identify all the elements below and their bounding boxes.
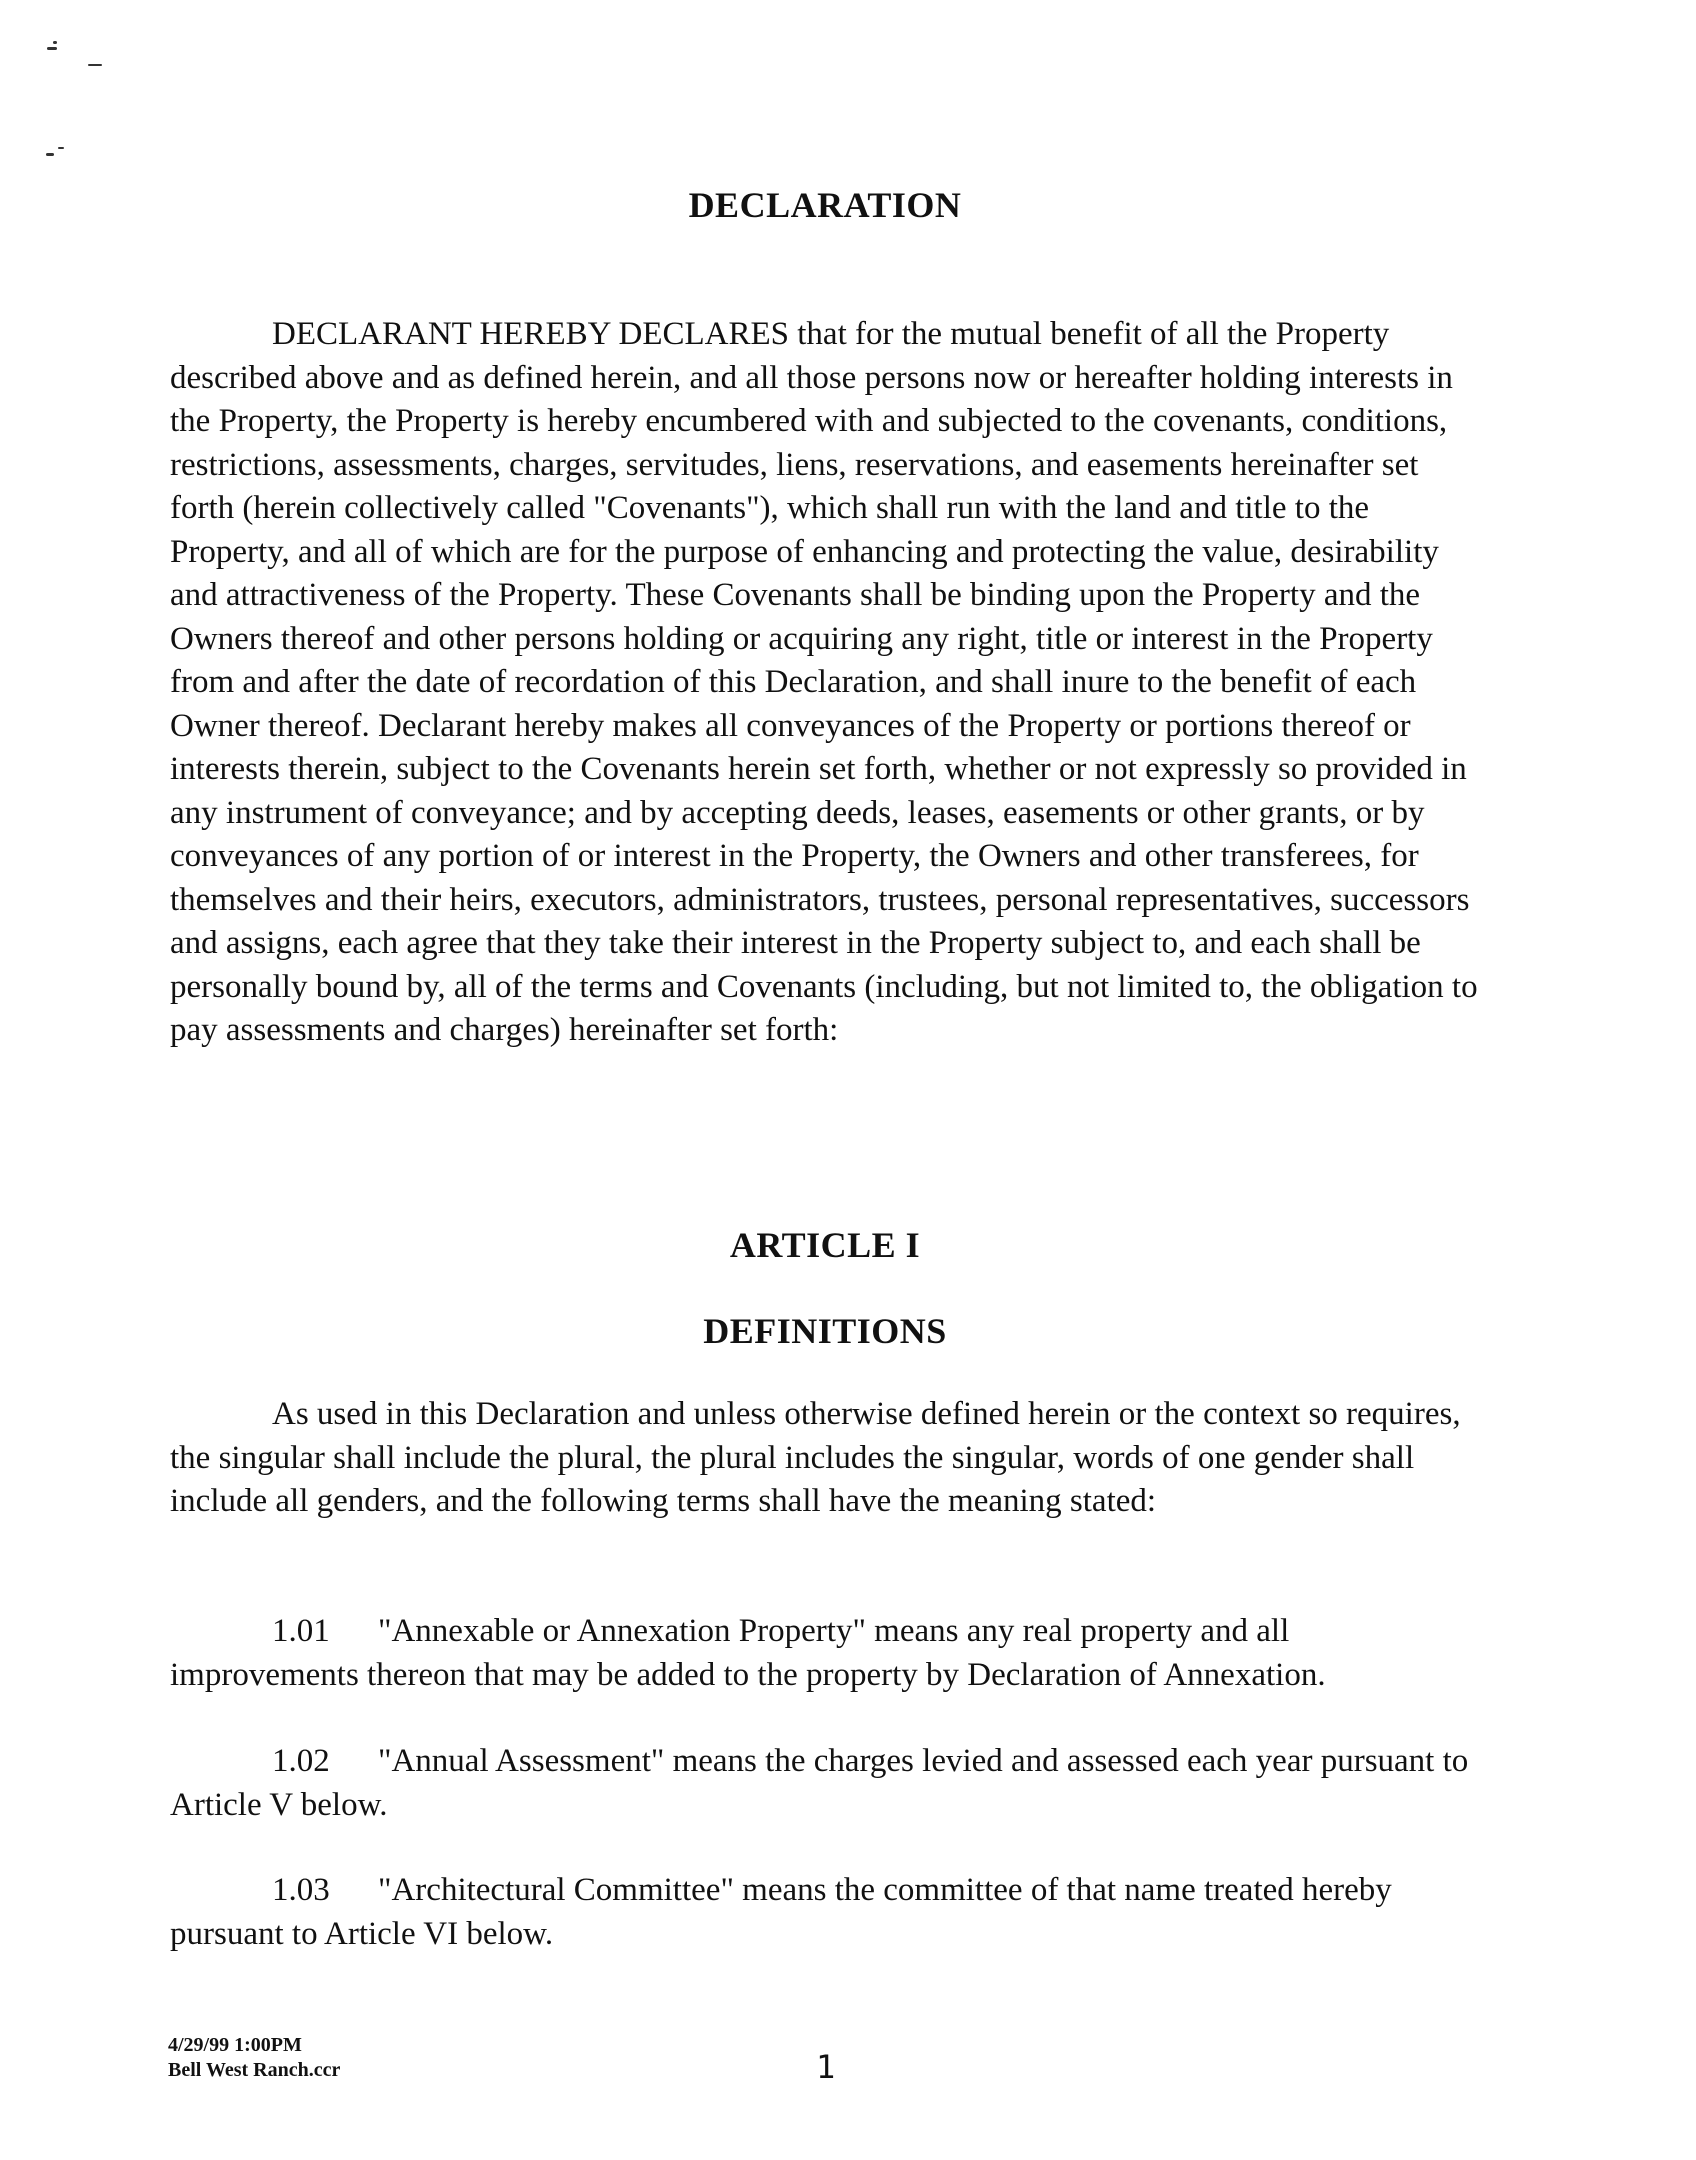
definition-number: 1.01 [272,1613,330,1649]
definition-number: 1.03 [272,1872,330,1908]
definition-text: "Annexable or Annexation Property" means any real property and all improvements thereon that may be added to the property by Declaration of Annexation. [170,1613,1326,1693]
footer-timestamp: 4/29/99 1:00PM [168,2034,302,2056]
document-title: DECLARATION [688,185,962,225]
article-title: DEFINITIONS [703,1311,947,1351]
definition-number: 1.02 [272,1743,330,1779]
definition-item [170,1740,1482,1827]
scan-artifact [58,147,64,149]
definition-item [170,1610,1482,1697]
scan-artifact [53,41,57,44]
definition-text: "Annual Assessment" means the charges levied and assessed each year pursuant to Article V below. [170,1743,1469,1823]
scan-artifact [88,64,102,66]
footer-filename: Bell West Ranch.ccr [168,2059,341,2081]
footer-info [168,2033,340,2083]
definition-text: "Architectural Committee" means the committee of that name treated hereby pursuant to Article VI below. [170,1872,1392,1952]
article-number: ARTICLE I [729,1225,921,1265]
intro-paragraph: DECLARANT HEREBY DECLARES that for the mutual benefit of all the Property described above and as defined herein, and all those persons now or hereafter holding interests in the Property, the Property is hereby encumbered with and subjected to the covenants, conditions, restrictions, assessments, charges, servitudes, liens, reservations, and easements hereinafter set forth (herein collectively called "Covenants"), which shall run with the land and title to the Property, and all of which are for the purpose of enhancing and protecting the value, desirability and attractiveness of the Property. These Covenants shall be binding upon the Property and the Owners thereof and other persons holding or acquiring any right, title or interest in the Property from and after the date of recordation of this Declaration, and shall inure to the benefit of each Owner thereof. Declarant hereby makes all conveyances of the Property or portions thereof or interests therein, subject to the Covenants herein set forth, whether or not expressly so provided in any instrument of conveyance; and by accepting deeds, leases, easements or other grants, or by conveyances of any portion of or interest in the Property, the Owners and other transferees, for themselves and their heirs, executors, administrators, trustees, personal representatives, successors and assigns, each agree that they take their interest in the Property subject to, and each shall be personally bound by, all of the terms and Covenants (including, but not limited to, the obligation to pay assessments and charges) hereinafter set forth: [170,316,1478,1048]
page-number: 1 [816,2048,836,2086]
scan-artifact [46,153,54,156]
definitions-intro: As used in this Declaration and unless otherwise defined herein or the context so requires, the singular shall include the plural, the plural includes the singular, words of one gender shall include all genders, and the following terms shall have the meaning stated: [170,1396,1461,1519]
scan-artifact [47,47,57,50]
definition-item [170,1869,1482,1956]
